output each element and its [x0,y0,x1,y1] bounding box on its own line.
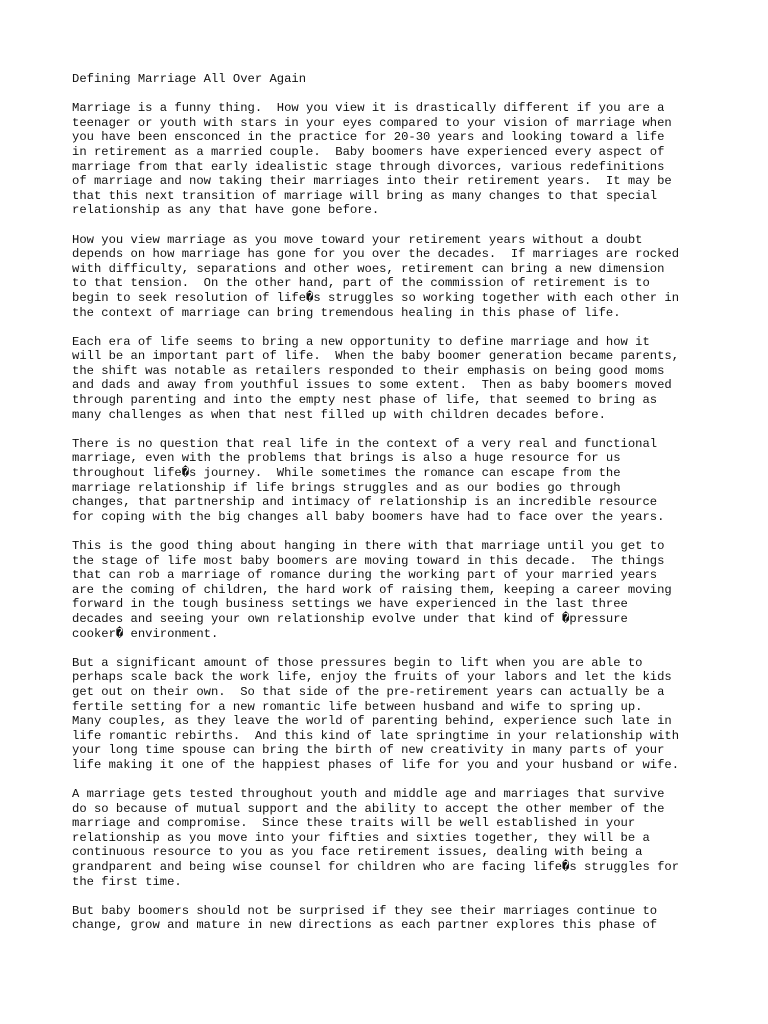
paragraph [72,233,708,321]
text-line: that can rob a marriage of romance during the working part of your married years [72,568,658,583]
text-line: marriage and compromise. Since these traits will be well established in your [72,816,636,831]
text-line: you have been ensconced in the practice for 20-30 years and looking toward a life [72,130,665,145]
text-line: begin to seek resolution of life�s struggles so working together with each other in [72,290,680,305]
text-line: perhaps scale back the work life, enjoy the fruits of your labors and let the kids [72,670,672,685]
text-line: A marriage gets tested throughout youth and middle age and marriages that survive [72,787,665,802]
text-line: grandparent and being wise counsel for children who are facing life�s struggles for [72,860,680,875]
text-line: the context of marriage can bring tremendous healing in this phase of life. [72,305,621,320]
paragraph [72,904,708,933]
document-title: Defining Marriage All Over Again [72,72,307,86]
text-line: There is no question that real life in the context of a very real and functional [72,436,658,451]
text-line: life romantic rebirths. And this kind of late springtime in your relationship with [72,728,680,743]
text-line: will be an important part of life. When the baby boomer generation became parents, [72,349,680,364]
text-line: the stage of life most baby boomers are moving toward in this decade. The things [72,553,665,568]
text-line: and dads and away from youthful issues to some extent. Then as baby boomers moved [72,378,672,393]
text-line: Marriage is a funny thing. How you view it is drastically different if you are a [72,101,665,116]
text-line: marriage relationship if life brings struggles and as our bodies go through [72,480,621,495]
text-line: are the coming of children, the hard work of raising them, keeping a career moving [72,582,672,597]
text-line: Each era of life seems to bring a new opportunity to define marriage and how it [72,334,650,349]
text-line: fertile setting for a new romantic life between husband and wife to spring up. [72,699,643,714]
paragraph [72,437,708,525]
text-line: forward in the tough business settings we have experienced in the last three [72,597,628,612]
paragraph [72,101,708,218]
text-line: life making it one of the happiest phases of life for you and your husband or wife. [72,757,680,772]
text-line: of marriage and now taking their marriages into their retirement years. It may be [72,174,672,189]
text-line: teenager or youth with stars in your eyes compared to your vision of marriage when [72,115,672,130]
text-line: depends on how marriage has gone for you over the decades. If marriages are rocked [72,247,680,262]
text-line: the first time. [72,874,182,889]
text-line: change, grow and mature in new directions as each partner explores this phase of [72,918,658,933]
document-body [72,101,708,933]
paragraph [72,539,708,641]
text-line: Many couples, as they leave the world of parenting behind, experience such late in [72,714,672,729]
text-line: But baby boomers should not be surprised if they see their marriages continue to [72,903,658,918]
text-line: many challenges as when that nest filled up with children decades before. [72,407,606,422]
text-line: This is the good thing about hanging in there with that marriage until you get to [72,539,665,553]
text-line: cooker� environment. [72,626,219,641]
text-line: continuous resource to you as you face retirement issues, dealing with being a [72,845,643,860]
text-line: How you view marriage as you move toward your retirement years without a doubt [72,232,643,247]
text-line: changes, that partnership and intimacy of relationship is an incredible resource [72,495,658,510]
text-line: the shift was notable as retailers responded to their emphasis on being good moms [72,363,665,378]
text-line: But a significant amount of those pressures begin to lift when you are able to [72,655,643,670]
text-line: decades and seeing your own relationship evolve under that kind of �pressure [72,611,628,626]
text-line: get out on their own. So that side of the pre-retirement years can actually be a [72,684,665,699]
text-line: do so because of mutual support and the ability to accept the other member of the [72,801,665,816]
text-line: with difficulty, separations and other woes, retirement can bring a new dimension [72,261,665,276]
text-line: to that tension. On the other hand, part of the commission of retirement is to [72,276,650,291]
paragraph [72,787,708,889]
paragraph [72,335,708,423]
text-line: that this next transition of marriage will bring as many changes to that special [72,188,658,203]
text-line: marriage from that early idealistic stage through divorces, various redefinitions [72,159,665,174]
text-line: for coping with the big changes all baby boomers have had to face over the years. [72,509,665,524]
text-line: in retirement as a married couple. Baby boomers have experienced every aspect of [72,144,665,159]
paragraph [72,656,708,773]
text-line: through parenting and into the empty nest phase of life, that seemed to bring as [72,393,658,408]
text-line: marriage, even with the problems that brings is also a huge resource for us [72,451,621,466]
text-line: your long time spouse can bring the birth of new creativity in many parts of your [72,743,665,758]
text-line: throughout life�s journey. While sometimes the romance can escape from the [72,466,621,481]
text-line: relationship as any that have gone before. [72,203,380,218]
text-line: relationship as you move into your fifties and sixties together, they will be a [72,830,650,845]
